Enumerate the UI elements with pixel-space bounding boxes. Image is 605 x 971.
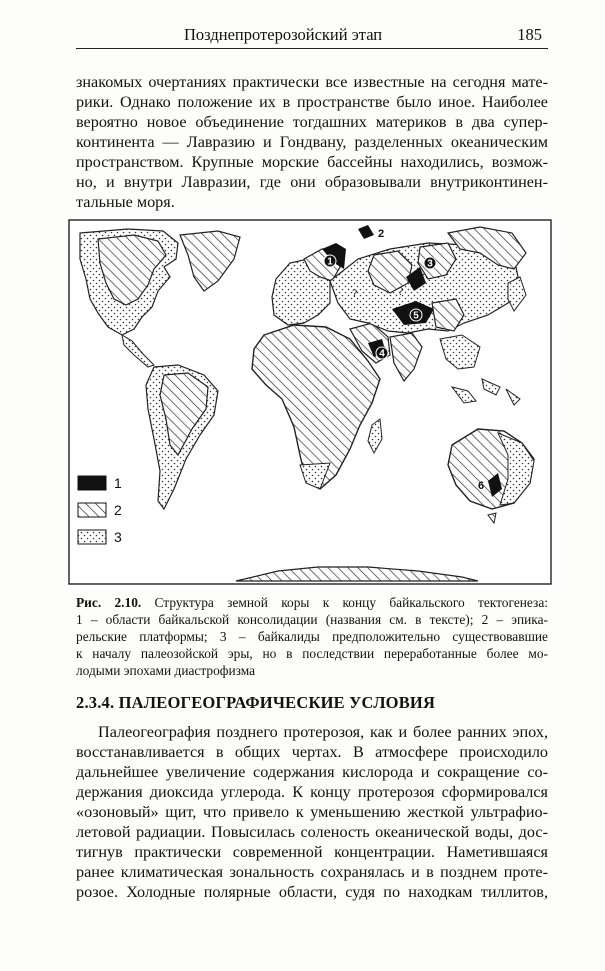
region-number: 5 [413,310,419,322]
legend-label: 3 [114,529,122,545]
caption-line [76,594,548,611]
figure-world-map [68,219,552,585]
text-line: тигнув практически современной концентрации. Наметившаяся [76,843,548,861]
text-line: восстанавливается в общих чертах. В атмосфере происходило [76,743,548,761]
figure-caption [76,594,548,679]
caption-line: к началу палеозойской эры, но в последствии переработанные более мо- [76,646,548,661]
running-header [76,22,548,49]
legend-swatch-baikalides [78,530,106,544]
legend-label: 2 [114,502,122,518]
tectonic-map [68,219,552,585]
legend-label: 1 [114,475,122,491]
text-line: рики. Однако положение их в пространстве было иное. Наиболее [76,93,548,111]
text-line: летовой радиации. Повысилась соленость океанической воды, дос- [76,823,548,841]
region-number: 4 [379,348,385,360]
caption-label: Рис. 2.10. [76,595,142,610]
text-line: держания диоксида углерода. К концу протерозоя сформировался [76,783,548,801]
region-number: 3 [427,258,433,270]
text-line: но, и внутри Лавразии, где они образовывали внутриконтинен- [76,173,548,191]
section-heading: 2.3.4. ПАЛЕОГЕОГРАФИЧЕСКИЕ УСЛОВИЯ [76,693,436,712]
text-line: ранее климатическая зональность сохранялась и в позднем проте- [76,863,548,881]
page-number: 185 [517,25,542,44]
caption-line: рельские платформы; 3 – байкалиды предположительно существовавшие [76,629,548,644]
running-title: Позднепротерозойский этап [184,25,383,44]
region-number: 2 [378,228,385,240]
text-line: знакомых очертаниях практически все известные на сегодня мате- [76,73,548,91]
paleogeography-paragraph [76,722,548,902]
map-question-mark: ? [398,284,404,298]
text-line: Палеогеография позднего протерозоя, как и более ранних эпох, [98,723,548,741]
text-line: вероятно новое объединение тогдашних материков в два супер- [76,113,548,131]
text-line: розое. Холодные полярные области, судя по находкам тиллитов, [76,883,548,901]
text-line: «озоновый» щит, что привело к уменьшению жесткой ультрафио- [76,803,548,821]
legend-swatch-consolidation [78,476,106,490]
caption-line: 1 – области байкальской консолидации (названия см. в тексте); 2 – эпика- [76,612,548,627]
text-line: дальнейшее увеличение содержания кислорода и сокращение со- [76,763,548,781]
map-legend [78,475,122,545]
map-question-mark: ? [352,286,358,300]
region-number: 6 [478,480,485,492]
caption-text: Структура земной коры к концу байкальского тектогенеза: [141,595,548,610]
text-line: тальные моря. [76,193,175,211]
intro-paragraph [76,72,548,212]
text-line: континента — Лавразию и Гондвану, разделенных океаническим [76,133,548,151]
region-number: 1 [327,256,333,268]
legend-swatch-platform [78,503,106,517]
caption-line: лодыми эпохами диастрофизма [76,663,256,678]
text-line: пространством. Крупные морские бассейны находились, возмож- [76,153,548,171]
